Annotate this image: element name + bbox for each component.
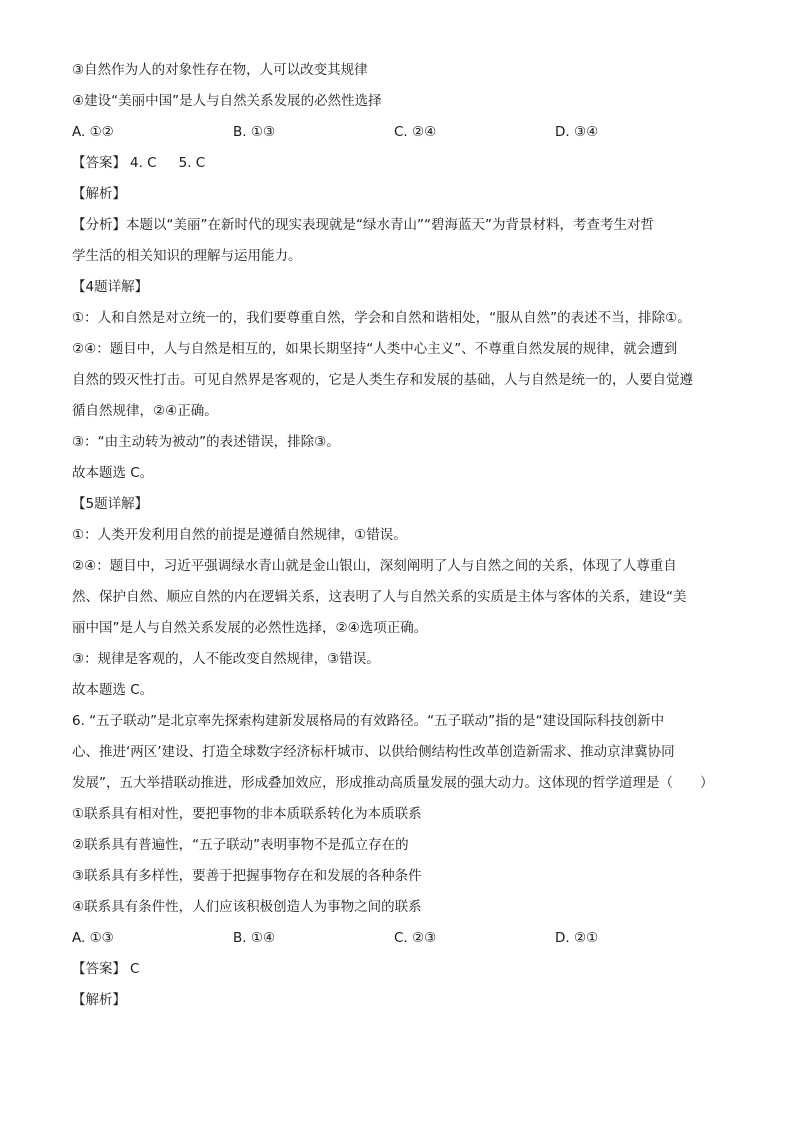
q5-detail-line-4: 丽中国”是人与自然关系发展的必然性选择，②④选项正确。: [72, 620, 428, 636]
q4-detail-line-5: ③：“由主动转为被动”的表述错误，排除③。: [72, 434, 340, 450]
q5-detail-line-5: ③：规律是客观的，人不能改变自然规律，③错误。: [72, 651, 380, 667]
q4-detail-line-4: 循自然规律，②④正确。: [72, 403, 218, 419]
q6-answer-value: C: [130, 961, 140, 977]
q6-statement-3: ③联系具有多样性，要善于把握事物存在和发展的各种条件: [72, 868, 422, 884]
answer-label: 【答案】: [72, 155, 126, 171]
analysis-intro-line-2: 学生活的相关知识的理解与运用能力。: [72, 248, 302, 264]
q6-answer-line: [72, 959, 732, 979]
answer-q4: 4. C: [130, 155, 157, 171]
q5-detail-conclusion: 故本题选 C。: [72, 682, 154, 698]
q4-detail-title: 【4题详解】: [72, 279, 149, 295]
q4-detail-line-1: ①：人和自然是对立统一的，我们要尊重自然，学会和自然和谐相处，“服从自然”的表述不当，排除①。: [72, 310, 691, 326]
q6-option-b: B. ①④: [233, 930, 276, 946]
q6-option-a: A. ①③: [72, 930, 114, 946]
q5-detail-title: 【5题详解】: [72, 496, 149, 512]
q6-stem-line-2: 心、推进‘两区’建设、打造全球数字经济标杆城市、以供给侧结构性改革创造新需求、推动京津冀协同: [72, 744, 675, 760]
q5-detail-line-3: 然、保护自然、顺应自然的内在逻辑关系，这表明了人与自然关系的实质是主体与客体的关系，建设“美: [72, 589, 687, 605]
q5-options: [72, 122, 732, 142]
q5-option-c: C. ②④: [394, 124, 437, 140]
q6-option-d: D. ②①: [555, 930, 599, 946]
q6-stem-line-1: 6. “五子联动”是北京率先探索构建新发展格局的有效路径。“五子联动”指的是“建设国际科技创新中: [72, 713, 665, 729]
q6-options: [72, 928, 732, 948]
answer-line: [72, 153, 732, 173]
q4-detail-line-2: ②④：题目中，人与自然是相互的，如果长期坚持“人类中心主义”、不尊重自然发展的规律，就会遭到: [72, 341, 678, 357]
q6-statement-4: ④联系具有条件性，人们应该积极创造人为事物之间的联系: [72, 899, 422, 915]
analysis-label: 【解析】: [72, 186, 126, 202]
q6-analysis-label: 【解析】: [72, 992, 126, 1008]
q5-statement-4: ④建设“美丽中国”是人与自然关系发展的必然性选择: [72, 93, 382, 109]
q6-option-c: C. ②③: [394, 930, 437, 946]
q5-option-a: A. ①②: [72, 124, 114, 140]
q5-detail-line-1: ①：人类开发利用自然的前提是遵循自然规律，①错误。: [72, 527, 407, 543]
q5-option-d: D. ③④: [555, 124, 599, 140]
q4-detail-conclusion: 故本题选 C。: [72, 465, 154, 481]
q6-answer-label: 【答案】: [72, 961, 126, 977]
q4-detail-line-3: 自然的毁灭性打击。可见自然界是客观的，它是人类生存和发展的基础，人与自然是统一的，人要自觉遵: [72, 372, 693, 388]
q6-statement-1: ①联系具有相对性，要把事物的非本质联系转化为本质联系: [72, 806, 422, 822]
analysis-intro-line-1: 【分析】本题以“美丽”在新时代的现实表现就是“绿水青山”“碧海蓝天”为背景材料，考查考生对哲: [72, 217, 654, 233]
q5-option-b: B. ①③: [233, 124, 276, 140]
answer-q5: 5. C: [178, 155, 206, 171]
q5-statement-3: ③自然作为人的对象性存在物，人可以改变其规律: [72, 62, 368, 78]
document-page: [72, 60, 732, 1021]
q6-statement-2: ②联系具有普遍性，“五子联动”表明事物不是孤立存在的: [72, 837, 409, 853]
q6-stem-line-3: 发展”，五大举措联动推进，形成叠加效应，形成推动高质量发展的强大动力。这体现的哲学道理是（ ）: [72, 775, 714, 791]
q5-detail-line-2: ②④：题目中，习近平强调绿水青山就是金山银山，深刻阐明了人与自然之间的关系，体现了人尊重自: [72, 558, 677, 574]
